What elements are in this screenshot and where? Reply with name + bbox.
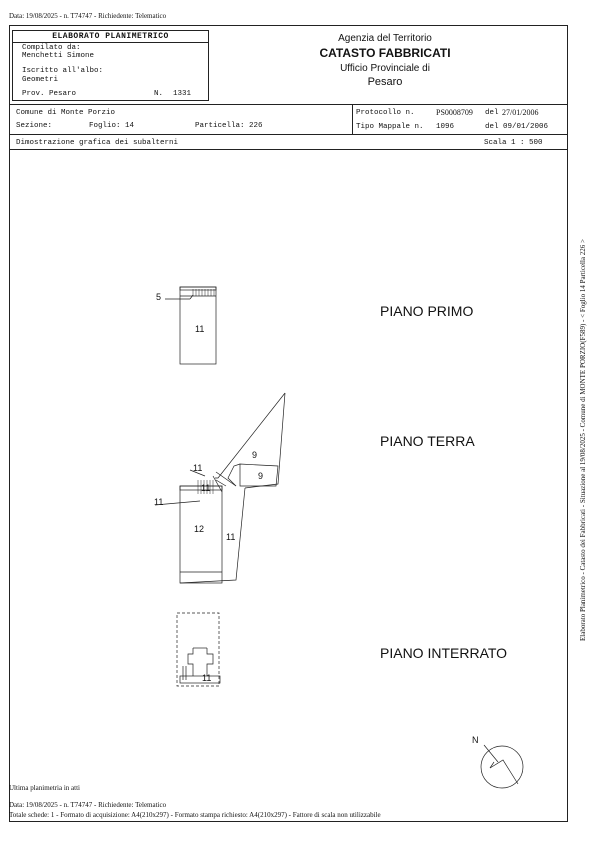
- request-info-top: Data: 19/08/2025 - n. T74747 - Richiedente: Telematico: [9, 12, 167, 20]
- compilato-name: Menchetti Simone: [22, 52, 95, 60]
- north-label: N: [472, 735, 479, 745]
- plan-label: 11: [201, 483, 211, 493]
- num-value: 1331: [173, 90, 192, 98]
- agency-line1: Agenzia del Territorio: [338, 33, 432, 44]
- plan-label: 9: [258, 471, 264, 481]
- tipo-mappale-label: Tipo Mappale n.: [356, 123, 424, 131]
- request-info-bottom: Data: 19/08/2025 - n. T74747 - Richiedente: Telematico: [9, 801, 167, 809]
- plan-label: 11: [193, 463, 203, 473]
- plan-interrato: [177, 613, 220, 686]
- side-caption-text: Elaborato Planimetrico - Catasto dei Fabbricati - Situazione al 19/08/2025 - Comune di MONTE PORZIO(F589) - < Foglio 14 Particella 226 >: [579, 239, 587, 641]
- plan-terra: [155, 393, 285, 583]
- scale: Scala 1 : 500: [484, 139, 543, 147]
- dimostrazione-text: Dimostrazione grafica dei subalterni: [16, 139, 179, 147]
- format-info: Totale schede: 1 - Formato di acquisizione: A4(210x297) - Formato stampa richiesto: A4(210x297) - Fattore di scala non utilizzabile: [9, 811, 381, 819]
- num-label: N.: [154, 90, 164, 98]
- last-plan-note: Ultima planimetria in atti: [9, 784, 80, 792]
- plan-primo: [165, 287, 216, 364]
- del-label: del: [485, 109, 499, 117]
- plan-label: 11: [202, 673, 212, 683]
- protocollo-value: PS0008709: [436, 108, 473, 117]
- plan-label: 9: [252, 450, 258, 460]
- elaborato-title: ELABORATO PLANIMETRICO: [13, 31, 208, 43]
- plan-label: 11: [226, 532, 236, 542]
- protocollo-label: Protocollo n.: [356, 109, 415, 117]
- protocollo-date: 27/01/2006: [502, 108, 539, 117]
- comune: Comune di Monte Porzio: [16, 109, 116, 117]
- particella: Particella: 226: [195, 122, 263, 130]
- plan-label: 5: [156, 292, 162, 302]
- sezione-label: Sezione:: [16, 122, 53, 130]
- iscritto-value: Geometri: [22, 76, 59, 84]
- prov-label: Prov. Pesaro: [22, 90, 77, 98]
- agency-line2: CATASTO FABBRICATI: [319, 46, 451, 60]
- floor-label-primo: PIANO PRIMO: [380, 303, 474, 319]
- plan-label: 11: [195, 324, 205, 334]
- agency-line4: Pesaro: [367, 76, 403, 88]
- north-arrow: [481, 745, 523, 788]
- plan-label: 12: [194, 524, 205, 534]
- tipo-mappale-date: del 09/01/2006: [485, 123, 549, 131]
- tipo-mappale-value: 1096: [436, 123, 455, 131]
- agency-line3: Ufficio Provinciale di: [340, 63, 430, 74]
- foglio: Foglio: 14: [89, 122, 135, 130]
- compilato-label: Compilato da:: [22, 44, 81, 52]
- iscritto-label: Iscritto all'albo:: [22, 67, 104, 75]
- plan-label: 11: [154, 497, 164, 507]
- floor-label-terra: PIANO TERRA: [380, 433, 475, 449]
- floor-label-interrato: PIANO INTERRATO: [380, 645, 508, 661]
